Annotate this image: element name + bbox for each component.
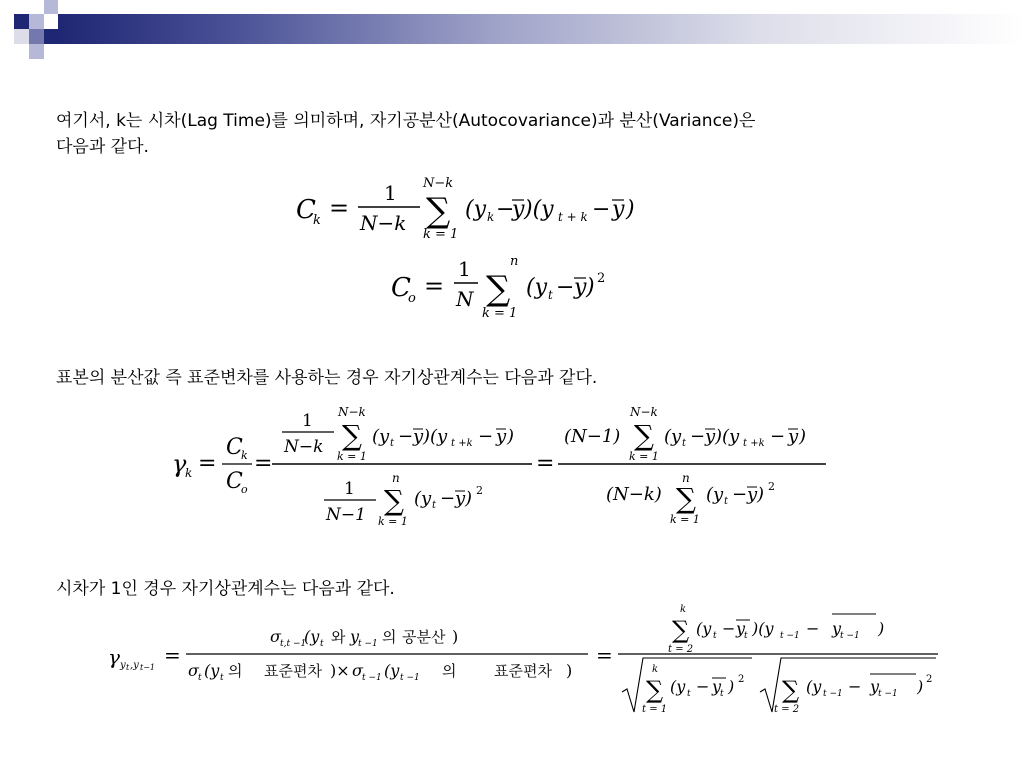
autocorrelation-formula [0, 402, 1024, 552]
svg-text:(y: (y [372, 426, 390, 447]
svg-text:(y: (y [304, 627, 320, 646]
svg-text:(y: (y [204, 661, 220, 680]
svg-text:∑: ∑ [426, 191, 451, 231]
svg-text:∑: ∑ [342, 419, 362, 452]
svg-text:1: 1 [384, 181, 397, 205]
svg-text:C: C [391, 273, 411, 303]
header-square-navy-2 [44, 29, 59, 44]
svg-text:k = 1: k = 1 [629, 450, 659, 463]
svg-text:−: − [496, 197, 515, 222]
svg-text:): ) [566, 661, 573, 680]
svg-text:(y: (y [384, 661, 400, 680]
svg-text:N−k: N−k [630, 405, 658, 419]
svg-text:k: k [652, 664, 659, 675]
word-pyojun-2: 표준편차 [494, 662, 552, 680]
word-ui-1: 의 [382, 628, 397, 646]
svg-text:2: 2 [597, 271, 606, 286]
header-gradient-band [58, 14, 1024, 44]
svg-text:t −1: t −1 [840, 631, 860, 641]
svg-text:∑: ∑ [634, 419, 654, 452]
svg-text:): ) [586, 275, 595, 300]
lag-one-paragraph: 시차가 1인 경우 자기상관계수는 다음과 같다. [56, 579, 395, 599]
svg-text:t −1: t −1 [823, 689, 843, 699]
svg-text:∑: ∑ [782, 676, 800, 704]
sample-std-paragraph: 표본의 분산값 즉 표준변차를 사용하는 경우 자기상관계수는 다음과 같다. [56, 368, 598, 388]
slide-header-decoration [0, 0, 1024, 62]
svg-text:σ: σ [270, 627, 281, 646]
svg-text:)(y: )(y [423, 426, 448, 447]
svg-text:k: k [487, 210, 495, 224]
svg-text:k: k [241, 449, 248, 462]
svg-text:t = 2: t = 2 [774, 704, 800, 715]
svg-text:−: − [592, 197, 611, 222]
svg-text:k = 1: k = 1 [337, 450, 367, 463]
svg-text:2: 2 [768, 480, 775, 493]
svg-text:C: C [296, 195, 316, 225]
svg-text:−: − [690, 426, 706, 447]
svg-text:∑: ∑ [486, 269, 511, 309]
svg-text:=: = [198, 451, 217, 476]
svg-text:−: − [848, 677, 862, 696]
svg-text:t: t [744, 631, 748, 641]
svg-text:−: − [722, 619, 736, 638]
svg-text:−: − [398, 426, 414, 447]
svg-text:o: o [408, 291, 416, 306]
svg-text:y: y [512, 197, 525, 222]
svg-text:k: k [680, 604, 687, 615]
word-ui-3: 의 [442, 662, 457, 680]
svg-text:(y: (y [414, 488, 432, 509]
svg-text:t,t −1: t,t −1 [280, 639, 307, 649]
svg-text:t: t [548, 288, 553, 302]
svg-text:(y: (y [664, 426, 682, 447]
header-square-lilac-3 [14, 29, 29, 44]
svg-text:∑: ∑ [646, 676, 664, 704]
header-square-slate [29, 29, 44, 44]
svg-text:t: t [713, 631, 717, 641]
svg-text:y: y [574, 275, 587, 300]
svg-text:t −1: t −1 [400, 673, 420, 683]
svg-text:t −1: t −1 [878, 689, 898, 699]
svg-text:−: − [806, 619, 820, 638]
svg-text:t: t [724, 496, 729, 507]
svg-text:y: y [705, 426, 716, 447]
svg-text:t: t [720, 689, 724, 699]
svg-text:): ) [465, 488, 473, 509]
svg-text:N−1: N−1 [326, 505, 366, 525]
svg-text:(y: (y [706, 484, 724, 505]
svg-text:N: N [456, 287, 474, 311]
svg-text:y: y [350, 627, 360, 646]
svg-text:=: = [424, 272, 445, 300]
svg-text:σ: σ [188, 661, 199, 680]
svg-text:γ: γ [108, 645, 120, 669]
svg-text:t: t [198, 673, 202, 683]
svg-text:): ) [878, 619, 885, 638]
svg-text:(y: (y [696, 619, 712, 638]
word-ui-2: 의 [228, 662, 243, 680]
svg-text:t: t [220, 673, 224, 683]
svg-text:y: y [870, 677, 880, 696]
word-pyojun-1: 표준편차 [264, 662, 322, 680]
header-square-lilac [29, 14, 44, 29]
svg-text:t−1: t−1 [140, 663, 156, 672]
word-wa: 와 [331, 628, 346, 646]
svg-text:k: k [185, 466, 193, 480]
svg-text:t −1: t −1 [358, 639, 378, 649]
svg-text:t +k: t +k [451, 438, 473, 449]
svg-text:): ) [757, 484, 765, 505]
svg-text:o: o [241, 483, 248, 496]
svg-text:k = 1: k = 1 [670, 513, 700, 526]
svg-text:∑: ∑ [672, 616, 690, 644]
svg-text:n: n [510, 254, 519, 269]
svg-text:)(y: )(y [752, 619, 774, 638]
word-gongbunsan: 공분산 [402, 628, 446, 646]
intro-line-1: 여기서, k는 시차(Lag Time)를 의미하며, 자기공분산(Autocovariance)과 분산(Variance)은 [56, 111, 756, 131]
svg-text:=: = [329, 194, 350, 222]
svg-text:−: − [556, 275, 575, 300]
svg-text:=: = [536, 451, 555, 476]
svg-text:y: y [832, 619, 842, 638]
svg-text:t = 2: t = 2 [668, 644, 694, 655]
svg-text:y: y [612, 197, 625, 222]
svg-text:(y: (y [465, 197, 487, 222]
svg-text:(N−1): (N−1) [564, 426, 621, 447]
svg-text:y: y [736, 619, 746, 638]
svg-text:t −1: t −1 [780, 631, 800, 641]
svg-text:N−k: N−k [360, 211, 407, 235]
intro-line-2: 다음과 같다. [56, 137, 149, 157]
svg-text:)(y: )(y [524, 197, 554, 222]
svg-text:)×: )× [330, 661, 350, 680]
svg-text:γ: γ [172, 450, 187, 478]
svg-text:): ) [452, 627, 459, 646]
svg-text:σ: σ [352, 661, 363, 680]
svg-text:1: 1 [344, 479, 355, 499]
svg-text:2: 2 [476, 484, 483, 497]
svg-text:): ) [728, 677, 735, 696]
svg-text:t +k: t +k [743, 438, 765, 449]
svg-text:1: 1 [458, 257, 471, 281]
svg-text:=: = [164, 643, 181, 667]
svg-text:=: = [596, 643, 613, 667]
svg-text:t: t [687, 689, 691, 699]
svg-text:N−k: N−k [284, 437, 324, 457]
svg-text:C: C [226, 435, 243, 460]
svg-text:y: y [455, 488, 466, 509]
svg-text:k = 1: k = 1 [482, 306, 518, 321]
svg-text:∑: ∑ [676, 482, 696, 515]
svg-text:(N−k): (N−k) [606, 484, 662, 505]
svg-text:2: 2 [738, 674, 745, 685]
header-square-navy [14, 14, 29, 29]
svg-text:y: y [747, 484, 758, 505]
svg-text:(y: (y [526, 275, 548, 300]
svg-text:): ) [799, 426, 807, 447]
intro-paragraph [56, 108, 755, 160]
svg-text:−: − [478, 426, 494, 447]
svg-text:y: y [413, 426, 424, 447]
svg-text:)(y: )(y [715, 426, 740, 447]
svg-text:(y: (y [806, 677, 822, 696]
svg-text:t: t [682, 438, 687, 449]
svg-text:t + k: t + k [558, 210, 588, 224]
svg-text:−: − [732, 484, 748, 505]
svg-text:N−k: N−k [423, 176, 454, 191]
svg-text:t: t [126, 663, 130, 672]
svg-text:C: C [226, 469, 243, 494]
svg-text:n: n [392, 471, 400, 485]
svg-text:t: t [432, 500, 437, 511]
svg-text:n: n [682, 471, 690, 485]
svg-text:∑: ∑ [384, 484, 404, 517]
svg-text:k: k [313, 213, 321, 228]
header-square-slate-2 [29, 44, 44, 59]
svg-text:−: − [440, 488, 456, 509]
lag-one-autocorrelation-formula [0, 600, 1024, 730]
header-square-lilac-2 [44, 0, 58, 14]
svg-text:y: y [712, 677, 722, 696]
svg-text:2: 2 [926, 674, 933, 685]
svg-text:t = 1: t = 1 [642, 704, 668, 715]
svg-text:): ) [507, 426, 515, 447]
svg-text:y: y [496, 426, 507, 447]
svg-text:): ) [626, 197, 635, 222]
svg-text:(y: (y [670, 677, 686, 696]
svg-text:N−k: N−k [338, 405, 366, 419]
svg-text:t: t [390, 438, 395, 449]
svg-text:k = 1: k = 1 [378, 515, 408, 528]
svg-text:k = 1: k = 1 [423, 227, 459, 242]
svg-text:1: 1 [302, 411, 313, 431]
svg-text:y: y [788, 426, 799, 447]
svg-text:−: − [770, 426, 786, 447]
svg-text:y: y [120, 660, 126, 671]
svg-text:−: − [696, 677, 710, 696]
svg-text:t −1: t −1 [362, 673, 382, 683]
svg-text:): ) [917, 677, 924, 696]
svg-text:=: = [254, 451, 273, 476]
svg-text:t: t [320, 639, 324, 649]
svg-text:,y: ,y [130, 660, 139, 671]
